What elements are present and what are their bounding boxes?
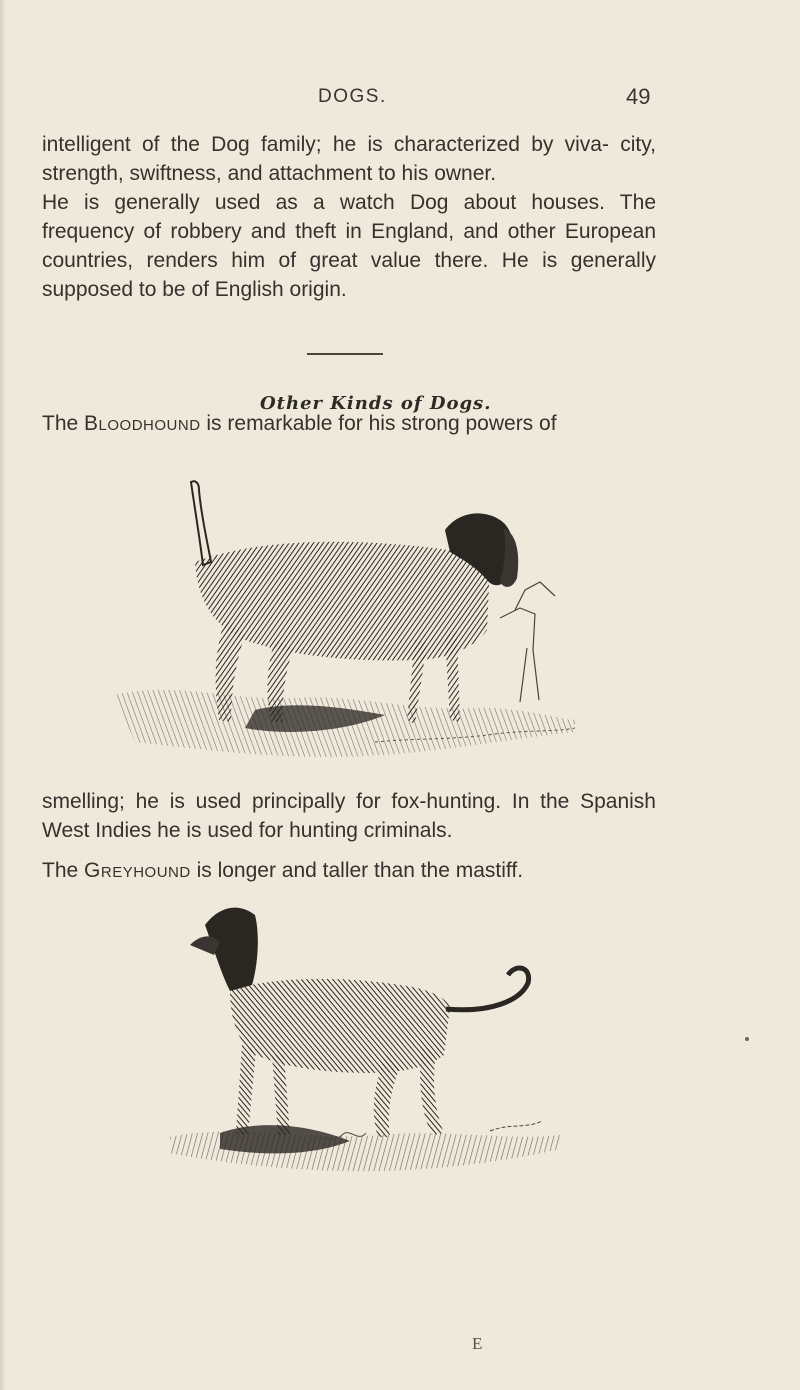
paragraph-2: He is generally used as a watch Dog about houses. The frequency of robbery and theft in England, and other European countries, renders him of great value there. He is generally supposed to be of English origin. — [42, 191, 656, 301]
bloodhound-engraving-icon — [115, 470, 575, 770]
bloodhound-intro-line — [42, 409, 656, 438]
page-number: 49 — [626, 84, 651, 109]
bloodhound-continued-text: smelling; he is used principally for fox-hunting. In the Spanish West Indies he is used for hunting criminals. — [42, 790, 656, 842]
bloodhound-intro — [42, 409, 656, 438]
greyhound-name: Greyhound — [84, 859, 191, 882]
section-heading: Other Kinds of Dogs. — [260, 393, 492, 414]
bloodhound-name: Bloodhound — [84, 412, 201, 435]
body-text-top — [42, 130, 656, 304]
greyhound-intro-line — [42, 856, 656, 885]
section-divider — [307, 353, 383, 355]
greyhound-intro — [42, 856, 656, 885]
bloodhound-intro-suffix: is remarkable for his strong powers of — [206, 412, 557, 435]
greyhound-intro-prefix: The — [42, 859, 79, 882]
running-head — [0, 86, 800, 116]
bloodhound-intro-prefix: The — [42, 412, 79, 435]
page-gutter-shadow — [0, 0, 6, 1390]
print-speck — [745, 1037, 749, 1041]
bloodhound-continued — [42, 787, 656, 845]
signature-mark: E — [472, 1334, 483, 1353]
running-title: DOGS. — [318, 86, 387, 107]
greyhound-intro-suffix: is longer and taller than the mastiff. — [196, 859, 524, 882]
greyhound-engraving-icon — [160, 905, 580, 1205]
paragraph-1: intelligent of the Dog family; he is characterized by viva- city, strength, swiftness, and attachment to his owner. — [42, 133, 656, 185]
